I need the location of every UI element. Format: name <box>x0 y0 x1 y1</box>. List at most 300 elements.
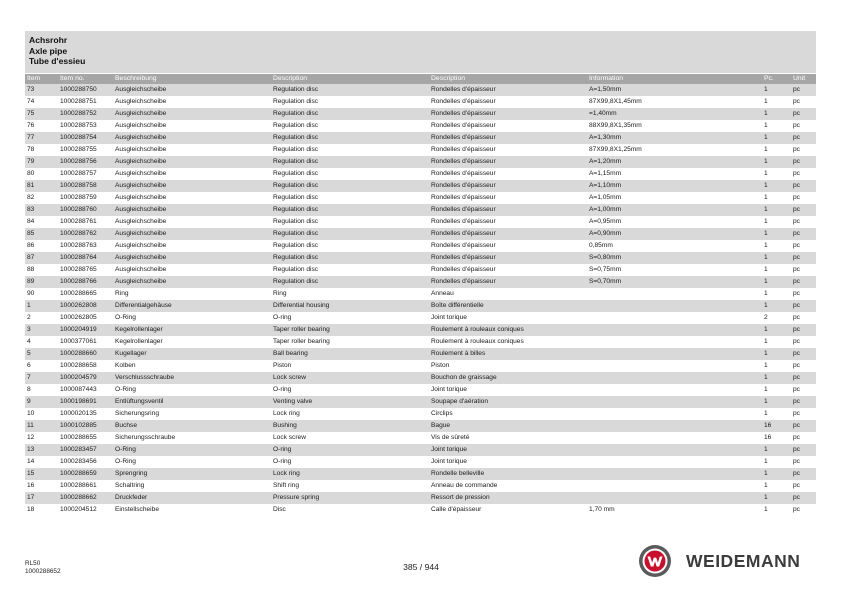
cell-item: 14 <box>25 456 58 468</box>
cell-item-no: 1000288765 <box>58 264 113 276</box>
cell-unit: pc <box>791 252 816 264</box>
cell-information: A=0,90mm <box>587 228 762 240</box>
cell-information <box>587 300 762 312</box>
cell-beschreibung: Sicherungsschraube <box>113 432 271 444</box>
cell-description-fr: Joint torique <box>429 384 587 396</box>
cell-item: 82 <box>25 192 58 204</box>
cell-item-no: 1000204579 <box>58 372 113 384</box>
title-french: Tube d'essieu <box>29 56 86 66</box>
cell-unit: pc <box>791 432 816 444</box>
cell-description-en: Ball bearing <box>271 348 429 360</box>
cell-item-no: 1000288762 <box>58 228 113 240</box>
cell-item: 87 <box>25 252 58 264</box>
col-header-description-fr: Description <box>429 74 587 84</box>
cell-description-fr: Roulement à rouleaux coniques <box>429 324 587 336</box>
table-row <box>25 348 816 360</box>
cell-item-no: 1000204919 <box>58 324 113 336</box>
cell-unit: pc <box>791 228 816 240</box>
cell-beschreibung: Ausgleichscheibe <box>113 216 271 228</box>
table-row <box>25 228 816 240</box>
cell-information: A=1,20mm <box>587 156 762 168</box>
cell-beschreibung: O-Ring <box>113 444 271 456</box>
cell-unit: pc <box>791 384 816 396</box>
cell-pc: 1 <box>762 276 791 288</box>
cell-unit: pc <box>791 312 816 324</box>
cell-pc: 1 <box>762 336 791 348</box>
cell-description-en: Piston <box>271 360 429 372</box>
cell-description-en: Differential housing <box>271 300 429 312</box>
cell-description-fr: Rondelles d'épaisseur <box>429 216 587 228</box>
table-body <box>25 84 816 516</box>
cell-beschreibung: O-Ring <box>113 312 271 324</box>
cell-pc: 1 <box>762 396 791 408</box>
cell-item-no: 1000288760 <box>58 204 113 216</box>
cell-item-no: 1000283456 <box>58 456 113 468</box>
cell-unit: pc <box>791 216 816 228</box>
cell-item-no: 1000288766 <box>58 276 113 288</box>
cell-pc: 1 <box>762 264 791 276</box>
cell-description-fr: Joint torique <box>429 456 587 468</box>
cell-description-en: Regulation disc <box>271 252 429 264</box>
cell-item: 76 <box>25 120 58 132</box>
cell-item: 6 <box>25 360 58 372</box>
cell-beschreibung: Ausgleichscheibe <box>113 156 271 168</box>
cell-item-no: 1000262805 <box>58 312 113 324</box>
cell-pc: 16 <box>762 420 791 432</box>
cell-description-fr: Rondelles d'épaisseur <box>429 144 587 156</box>
cell-description-fr: Anneau <box>429 288 587 300</box>
cell-description-fr: Rondelles d'épaisseur <box>429 96 587 108</box>
cell-item: 4 <box>25 336 58 348</box>
cell-description-fr: Piston <box>429 360 587 372</box>
cell-unit: pc <box>791 300 816 312</box>
cell-information: S=0,80mm <box>587 252 762 264</box>
cell-beschreibung: Ausgleichscheibe <box>113 144 271 156</box>
cell-beschreibung: Einstellscheibe <box>113 504 271 516</box>
cell-pc: 1 <box>762 84 791 96</box>
cell-pc: 1 <box>762 324 791 336</box>
cell-description-fr: Roulement à rouleaux coniques <box>429 336 587 348</box>
table-row <box>25 156 816 168</box>
cell-item: 89 <box>25 276 58 288</box>
cell-information <box>587 348 762 360</box>
cell-pc: 2 <box>762 312 791 324</box>
cell-information <box>587 384 762 396</box>
cell-pc: 1 <box>762 252 791 264</box>
col-header-beschreibung: Beschreibung <box>113 74 271 84</box>
cell-information <box>587 336 762 348</box>
cell-beschreibung: Schaltring <box>113 480 271 492</box>
cell-description-en: Regulation disc <box>271 276 429 288</box>
cell-pc: 1 <box>762 132 791 144</box>
cell-item: 83 <box>25 204 58 216</box>
cell-unit: pc <box>791 240 816 252</box>
cell-description-fr: Rondelles d'épaisseur <box>429 132 587 144</box>
cell-description-en: Ring <box>271 288 429 300</box>
cell-item: 10 <box>25 408 58 420</box>
cell-description-en: Regulation disc <box>271 108 429 120</box>
col-header-item-no: Item no. <box>58 74 113 84</box>
cell-pc: 1 <box>762 384 791 396</box>
weidemann-w-logo-icon <box>638 544 672 578</box>
cell-unit: pc <box>791 276 816 288</box>
cell-description-en: O-ring <box>271 312 429 324</box>
cell-information <box>587 468 762 480</box>
table-row <box>25 468 816 480</box>
cell-description-en: Pressure spring <box>271 492 429 504</box>
cell-description-en: Regulation disc <box>271 156 429 168</box>
cell-unit: pc <box>791 492 816 504</box>
cell-item-no: 1000288752 <box>58 108 113 120</box>
cell-item: 79 <box>25 156 58 168</box>
cell-unit: pc <box>791 96 816 108</box>
cell-beschreibung: Differentialgehäuse <box>113 300 271 312</box>
cell-description-fr: Vis de sûreté <box>429 432 587 444</box>
cell-unit: pc <box>791 84 816 96</box>
cell-description-fr: Rondelles d'épaisseur <box>429 192 587 204</box>
cell-beschreibung: Ausgleichscheibe <box>113 84 271 96</box>
cell-description-en: Regulation disc <box>271 144 429 156</box>
cell-beschreibung: Ausgleichscheibe <box>113 228 271 240</box>
cell-beschreibung: O-Ring <box>113 456 271 468</box>
cell-information <box>587 456 762 468</box>
cell-item: 73 <box>25 84 58 96</box>
cell-unit: pc <box>791 324 816 336</box>
document-number: 1000288652 <box>25 567 61 575</box>
cell-unit: pc <box>791 120 816 132</box>
cell-item: 16 <box>25 480 58 492</box>
cell-pc: 1 <box>762 144 791 156</box>
cell-item-no: 1000288761 <box>58 216 113 228</box>
cell-beschreibung: Kolben <box>113 360 271 372</box>
cell-description-fr: Anneau de commande <box>429 480 587 492</box>
table-row <box>25 216 816 228</box>
table-row <box>25 120 816 132</box>
col-header-unit: Unit <box>791 74 816 84</box>
cell-item: 85 <box>25 228 58 240</box>
cell-description-en: Regulation disc <box>271 228 429 240</box>
cell-information <box>587 480 762 492</box>
cell-information <box>587 312 762 324</box>
cell-unit: pc <box>791 444 816 456</box>
cell-pc: 1 <box>762 492 791 504</box>
brand-name: WEIDEMANN <box>686 550 801 571</box>
cell-item: 9 <box>25 396 58 408</box>
cell-description-en: O-ring <box>271 456 429 468</box>
cell-item: 84 <box>25 216 58 228</box>
cell-information <box>587 432 762 444</box>
table-row <box>25 276 816 288</box>
cell-description-fr: Boîte différentielle <box>429 300 587 312</box>
cell-item: 12 <box>25 432 58 444</box>
page-number: 385 / 944 <box>403 562 439 572</box>
parts-table <box>25 74 816 516</box>
cell-information: 1,70 mm <box>587 504 762 516</box>
cell-description-en: Lock ring <box>271 408 429 420</box>
cell-unit: pc <box>791 408 816 420</box>
cell-information <box>587 444 762 456</box>
cell-description-fr: Rondelles d'épaisseur <box>429 120 587 132</box>
cell-item-no: 1000102885 <box>58 420 113 432</box>
cell-item: 17 <box>25 492 58 504</box>
cell-unit: pc <box>791 132 816 144</box>
cell-pc: 1 <box>762 372 791 384</box>
cell-description-en: Disc <box>271 504 429 516</box>
cell-unit: pc <box>791 456 816 468</box>
brand-logo <box>638 544 800 578</box>
cell-beschreibung: Buchse <box>113 420 271 432</box>
table-row <box>25 432 816 444</box>
cell-description-en: Regulation disc <box>271 84 429 96</box>
cell-pc: 1 <box>762 180 791 192</box>
table-row <box>25 492 816 504</box>
cell-item-no: 1000288764 <box>58 252 113 264</box>
cell-item: 5 <box>25 348 58 360</box>
cell-item-no: 1000283457 <box>58 444 113 456</box>
cell-information <box>587 420 762 432</box>
cell-item: 77 <box>25 132 58 144</box>
cell-item: 86 <box>25 240 58 252</box>
cell-unit: pc <box>791 480 816 492</box>
table-row <box>25 192 816 204</box>
cell-pc: 1 <box>762 168 791 180</box>
cell-beschreibung: Ausgleichscheibe <box>113 240 271 252</box>
cell-beschreibung: Ausgleichscheibe <box>113 108 271 120</box>
cell-unit: pc <box>791 180 816 192</box>
title-english: Axle pipe <box>29 45 68 56</box>
table-row <box>25 408 816 420</box>
cell-pc: 16 <box>762 432 791 444</box>
cell-information <box>587 396 762 408</box>
cell-description-en: Regulation disc <box>271 180 429 192</box>
table-row <box>25 360 816 372</box>
cell-description-fr: Bouchon de graissage <box>429 372 587 384</box>
cell-description-en: Regulation disc <box>271 204 429 216</box>
cell-description-en: Lock screw <box>271 372 429 384</box>
cell-unit: pc <box>791 360 816 372</box>
cell-description-fr: Rondelle belleville <box>429 468 587 480</box>
cell-item-no: 1000020135 <box>58 408 113 420</box>
cell-unit: pc <box>791 204 816 216</box>
cell-description-en: Regulation disc <box>271 168 429 180</box>
cell-item: 75 <box>25 108 58 120</box>
cell-item-no: 1000288662 <box>58 492 113 504</box>
cell-pc: 1 <box>762 480 791 492</box>
cell-pc: 1 <box>762 408 791 420</box>
cell-beschreibung: Ring <box>113 288 271 300</box>
cell-unit: pc <box>791 264 816 276</box>
cell-pc: 1 <box>762 360 791 372</box>
cell-item: 1 <box>25 300 58 312</box>
cell-pc: 1 <box>762 228 791 240</box>
table-row <box>25 144 816 156</box>
cell-information: 87X99,8X1,45mm <box>587 96 762 108</box>
cell-description-fr: Rondelles d'épaisseur <box>429 168 587 180</box>
cell-beschreibung: Ausgleichscheibe <box>113 180 271 192</box>
cell-beschreibung: Sprengring <box>113 468 271 480</box>
cell-description-en: Regulation disc <box>271 240 429 252</box>
cell-unit: pc <box>791 192 816 204</box>
cell-unit: pc <box>791 144 816 156</box>
cell-item: 2 <box>25 312 58 324</box>
cell-description-fr: Ressort de pression <box>429 492 587 504</box>
cell-description-fr: Joint torique <box>429 444 587 456</box>
cell-information <box>587 360 762 372</box>
col-header-description-en: Description <box>271 74 429 84</box>
table-row <box>25 396 816 408</box>
cell-beschreibung: Ausgleichscheibe <box>113 168 271 180</box>
cell-description-fr: Rondelles d'épaisseur <box>429 204 587 216</box>
cell-beschreibung: Ausgleichscheibe <box>113 96 271 108</box>
cell-description-en: Regulation disc <box>271 216 429 228</box>
cell-item: 74 <box>25 96 58 108</box>
cell-item: 15 <box>25 468 58 480</box>
cell-description-en: Regulation disc <box>271 132 429 144</box>
cell-pc: 1 <box>762 120 791 132</box>
cell-item-no: 1000288754 <box>58 132 113 144</box>
cell-pc: 1 <box>762 192 791 204</box>
cell-description-fr: Rondelles d'épaisseur <box>429 240 587 252</box>
cell-item-no: 1000288756 <box>58 156 113 168</box>
cell-pc: 1 <box>762 204 791 216</box>
cell-description-en: Shift ring <box>271 480 429 492</box>
table-header-row <box>25 74 816 84</box>
cell-information <box>587 372 762 384</box>
cell-information <box>587 288 762 300</box>
cell-information: A=1,00mm <box>587 204 762 216</box>
cell-description-fr: Joint torique <box>429 312 587 324</box>
cell-description-en: Taper roller bearing <box>271 336 429 348</box>
cell-description-en: Regulation disc <box>271 120 429 132</box>
cell-item-no: 1000288658 <box>58 360 113 372</box>
cell-beschreibung: Ausgleichscheibe <box>113 132 271 144</box>
cell-item: 81 <box>25 180 58 192</box>
cell-beschreibung: Entlüftungsventil <box>113 396 271 408</box>
cell-item: 18 <box>25 504 58 516</box>
table-row <box>25 336 816 348</box>
cell-description-en: O-ring <box>271 384 429 396</box>
cell-unit: pc <box>791 336 816 348</box>
cell-item: 8 <box>25 384 58 396</box>
cell-information: S=0,75mm <box>587 264 762 276</box>
cell-item-no: 1000288655 <box>58 432 113 444</box>
cell-description-fr: Bague <box>429 420 587 432</box>
cell-description-fr: Rondelles d'épaisseur <box>429 108 587 120</box>
cell-description-en: Taper roller bearing <box>271 324 429 336</box>
table-row <box>25 132 816 144</box>
cell-information: A=1,30mm <box>587 132 762 144</box>
cell-information <box>587 324 762 336</box>
cell-item-no: 1000288665 <box>58 288 113 300</box>
cell-information: 0,85mm <box>587 240 762 252</box>
cell-item-no: 1000198691 <box>58 396 113 408</box>
cell-beschreibung: Ausgleichscheibe <box>113 264 271 276</box>
cell-item-no: 1000288757 <box>58 168 113 180</box>
cell-unit: pc <box>791 168 816 180</box>
cell-item-no: 1000204512 <box>58 504 113 516</box>
cell-beschreibung: Ausgleichscheibe <box>113 120 271 132</box>
model-label: RL50 <box>25 560 41 567</box>
table-row <box>25 264 816 276</box>
cell-beschreibung: Ausgleichscheibe <box>113 204 271 216</box>
col-header-information: Information <box>587 74 762 84</box>
table-row <box>25 456 816 468</box>
cell-unit: pc <box>791 420 816 432</box>
cell-item: 78 <box>25 144 58 156</box>
section-title <box>25 31 816 73</box>
cell-item-no: 1000288750 <box>58 84 113 96</box>
cell-beschreibung: Sicherungsring <box>113 408 271 420</box>
cell-pc: 1 <box>762 156 791 168</box>
cell-information: 88X99,8X1,35mm <box>587 120 762 132</box>
table-row <box>25 420 816 432</box>
table-row <box>25 444 816 456</box>
cell-item: 90 <box>25 288 58 300</box>
cell-item-no: 1000288659 <box>58 468 113 480</box>
cell-beschreibung: Druckfeder <box>113 492 271 504</box>
table-row <box>25 168 816 180</box>
table-row <box>25 240 816 252</box>
cell-item: 80 <box>25 168 58 180</box>
cell-description-en: Regulation disc <box>271 264 429 276</box>
cell-item: 88 <box>25 264 58 276</box>
table-row <box>25 504 816 516</box>
cell-description-en: Lock screw <box>271 432 429 444</box>
table-row <box>25 300 816 312</box>
cell-beschreibung: Kegelrollenlager <box>113 336 271 348</box>
cell-pc: 1 <box>762 348 791 360</box>
table-row <box>25 384 816 396</box>
cell-unit: pc <box>791 396 816 408</box>
cell-beschreibung: Ausgleichscheibe <box>113 192 271 204</box>
cell-unit: pc <box>791 108 816 120</box>
cell-unit: pc <box>791 468 816 480</box>
cell-description-fr: Calle d'épaisseur <box>429 504 587 516</box>
cell-item-no: 1000087443 <box>58 384 113 396</box>
cell-beschreibung: Kugellager <box>113 348 271 360</box>
cell-description-fr: Soupape d'aération <box>429 396 587 408</box>
cell-information: A=1,10mm <box>587 180 762 192</box>
cell-pc: 1 <box>762 300 791 312</box>
cell-item: 11 <box>25 420 58 432</box>
table-row <box>25 312 816 324</box>
cell-beschreibung: O-Ring <box>113 384 271 396</box>
cell-item-no: 1000288763 <box>58 240 113 252</box>
col-header-pc: Pc. <box>762 74 791 84</box>
cell-description-fr: Rondelles d'épaisseur <box>429 156 587 168</box>
cell-item-no: 1000288751 <box>58 96 113 108</box>
table-row <box>25 372 816 384</box>
table-row <box>25 180 816 192</box>
cell-item-no: 1000288660 <box>58 348 113 360</box>
cell-unit: pc <box>791 156 816 168</box>
cell-information: A=0,95mm <box>587 216 762 228</box>
cell-unit: pc <box>791 348 816 360</box>
cell-information: A=1,50mm <box>587 84 762 96</box>
cell-description-fr: Rondelles d'épaisseur <box>429 252 587 264</box>
cell-description-en: Bushing <box>271 420 429 432</box>
cell-description-en: Regulation disc <box>271 192 429 204</box>
cell-description-en: Regulation disc <box>271 96 429 108</box>
cell-pc: 1 <box>762 444 791 456</box>
cell-item: 3 <box>25 324 58 336</box>
cell-item-no: 1000377061 <box>58 336 113 348</box>
cell-description-en: Venting valve <box>271 396 429 408</box>
col-header-item: Item <box>25 74 58 84</box>
table-row <box>25 96 816 108</box>
cell-unit: pc <box>791 372 816 384</box>
cell-item-no: 1000288759 <box>58 192 113 204</box>
